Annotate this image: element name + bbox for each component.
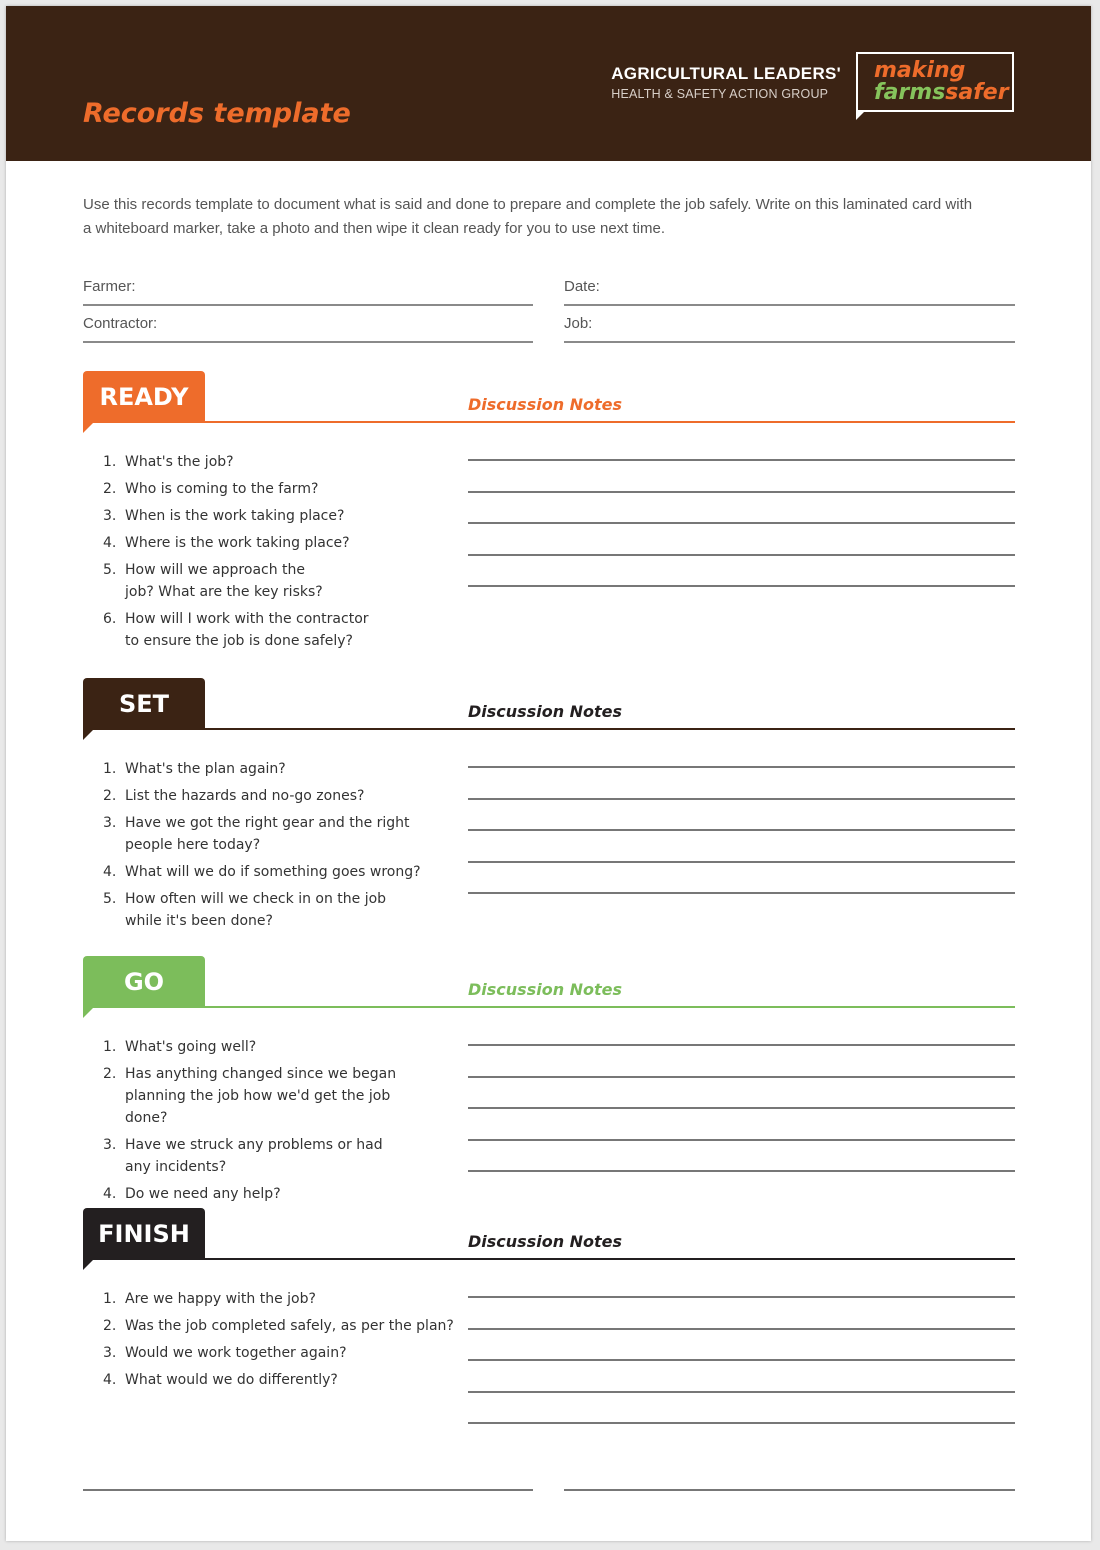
tab-ready-tail xyxy=(83,423,93,433)
logo-speech-tail xyxy=(856,110,866,120)
tab-finish: FINISH xyxy=(83,1208,205,1260)
records-template-page xyxy=(6,6,1091,1541)
signature-line-left[interactable] xyxy=(83,1489,533,1491)
making-farms-safer-logo xyxy=(856,52,1014,112)
note-line[interactable] xyxy=(468,1044,1015,1046)
note-line[interactable] xyxy=(468,1107,1015,1109)
note-line[interactable] xyxy=(468,829,1015,831)
date-label: Date: xyxy=(564,278,600,295)
list-item: 4. What will we do if something goes wrong? xyxy=(103,864,421,880)
section-ready-rule xyxy=(83,421,1015,423)
section-go xyxy=(83,956,1015,1206)
section-finish xyxy=(83,1208,1015,1438)
section-go-rule xyxy=(83,1006,1015,1008)
tab-set: SET xyxy=(83,678,205,730)
logo-line-2-part-b: safer xyxy=(945,80,1009,105)
note-line[interactable] xyxy=(468,459,1015,461)
tab-ready: READY xyxy=(83,371,205,423)
farmer-field[interactable] xyxy=(83,278,533,306)
section-finish-rule xyxy=(83,1258,1015,1260)
question-list xyxy=(103,758,463,937)
note-line[interactable] xyxy=(468,1076,1015,1078)
note-line[interactable] xyxy=(468,1170,1015,1172)
date-field[interactable] xyxy=(564,278,1015,306)
list-item: 3. When is the work taking place? xyxy=(103,508,345,524)
question-list xyxy=(103,451,463,657)
list-item: 2. Who is coming to the farm? xyxy=(103,481,319,497)
logo-line-2-part-a: farms xyxy=(874,80,946,105)
farmer-label: Farmer: xyxy=(83,278,136,295)
list-item: 6. How will I work with the contractor to ensure the job is done safely? xyxy=(103,611,369,649)
logo-line-2 xyxy=(874,82,1009,104)
note-line[interactable] xyxy=(468,766,1015,768)
list-item: 2. Was the job completed safely, as per the plan? xyxy=(103,1318,454,1334)
note-line[interactable] xyxy=(468,1422,1015,1424)
list-item: 3. Would we work together again? xyxy=(103,1345,347,1361)
tab-finish-tail xyxy=(83,1260,93,1270)
tab-go: GO xyxy=(83,956,205,1008)
job-label: Job: xyxy=(564,315,593,332)
discussion-notes-label: Discussion Notes xyxy=(468,702,623,721)
list-item: 1. Are we happy with the job? xyxy=(103,1291,316,1307)
org-name: AGRICULTURAL LEADERS' xyxy=(611,64,841,83)
contractor-field[interactable] xyxy=(83,315,533,343)
note-line[interactable] xyxy=(468,1391,1015,1393)
list-item: 1. What's the plan again? xyxy=(103,761,286,777)
note-line[interactable] xyxy=(468,798,1015,800)
list-item: 5. How often will we check in on the job while it's been done? xyxy=(103,891,387,929)
note-line[interactable] xyxy=(468,1139,1015,1141)
signature-line-right[interactable] xyxy=(564,1489,1015,1491)
note-line[interactable] xyxy=(468,861,1015,863)
list-item: 2. Has anything changed since we began planning the job how we'd get the job done? xyxy=(103,1066,397,1126)
note-line[interactable] xyxy=(468,585,1015,587)
tab-go-tail xyxy=(83,1008,93,1018)
org-subtitle: HEALTH & SAFETY ACTION GROUP xyxy=(611,87,829,101)
list-item: 5. How will we approach the job? What are the key risks? xyxy=(103,562,323,600)
list-item: 4. Do we need any help? xyxy=(103,1186,281,1202)
list-item: 2. List the hazards and no-go zones? xyxy=(103,788,365,804)
list-item: 4. Where is the work taking place? xyxy=(103,535,350,551)
section-ready xyxy=(83,371,1015,661)
page-title: Records template xyxy=(83,98,351,129)
job-field[interactable] xyxy=(564,315,1015,343)
intro-text: Use this records template to document what is said and done to prepare and complete the job safely. Write on this laminated card with a whiteboard marker, take a photo and then wipe it clean ready for you to use next time. xyxy=(83,196,973,237)
contractor-label: Contractor: xyxy=(83,315,158,332)
discussion-notes-label: Discussion Notes xyxy=(468,1232,623,1251)
note-line[interactable] xyxy=(468,554,1015,556)
discussion-notes-label: Discussion Notes xyxy=(468,395,623,414)
tab-set-tail xyxy=(83,730,93,740)
question-list xyxy=(103,1288,463,1396)
note-line[interactable] xyxy=(468,892,1015,894)
question-list xyxy=(103,1036,463,1210)
section-set xyxy=(83,678,1015,948)
note-line[interactable] xyxy=(468,522,1015,524)
list-item: 1. What's going well? xyxy=(103,1039,257,1055)
note-line[interactable] xyxy=(468,1296,1015,1298)
org-block xyxy=(611,64,841,101)
list-item: 4. What would we do differently? xyxy=(103,1372,338,1388)
note-line[interactable] xyxy=(468,1328,1015,1330)
logo-line-1: making xyxy=(874,58,966,83)
note-line[interactable] xyxy=(468,1359,1015,1361)
list-item: 1. What's the job? xyxy=(103,454,234,470)
list-item: 3. Have we struck any problems or had any incidents? xyxy=(103,1137,383,1175)
header-banner xyxy=(6,6,1091,161)
list-item: 3. Have we got the right gear and the right people here today? xyxy=(103,815,410,853)
discussion-notes-label: Discussion Notes xyxy=(468,980,623,999)
section-set-rule xyxy=(83,728,1015,730)
note-line[interactable] xyxy=(468,491,1015,493)
